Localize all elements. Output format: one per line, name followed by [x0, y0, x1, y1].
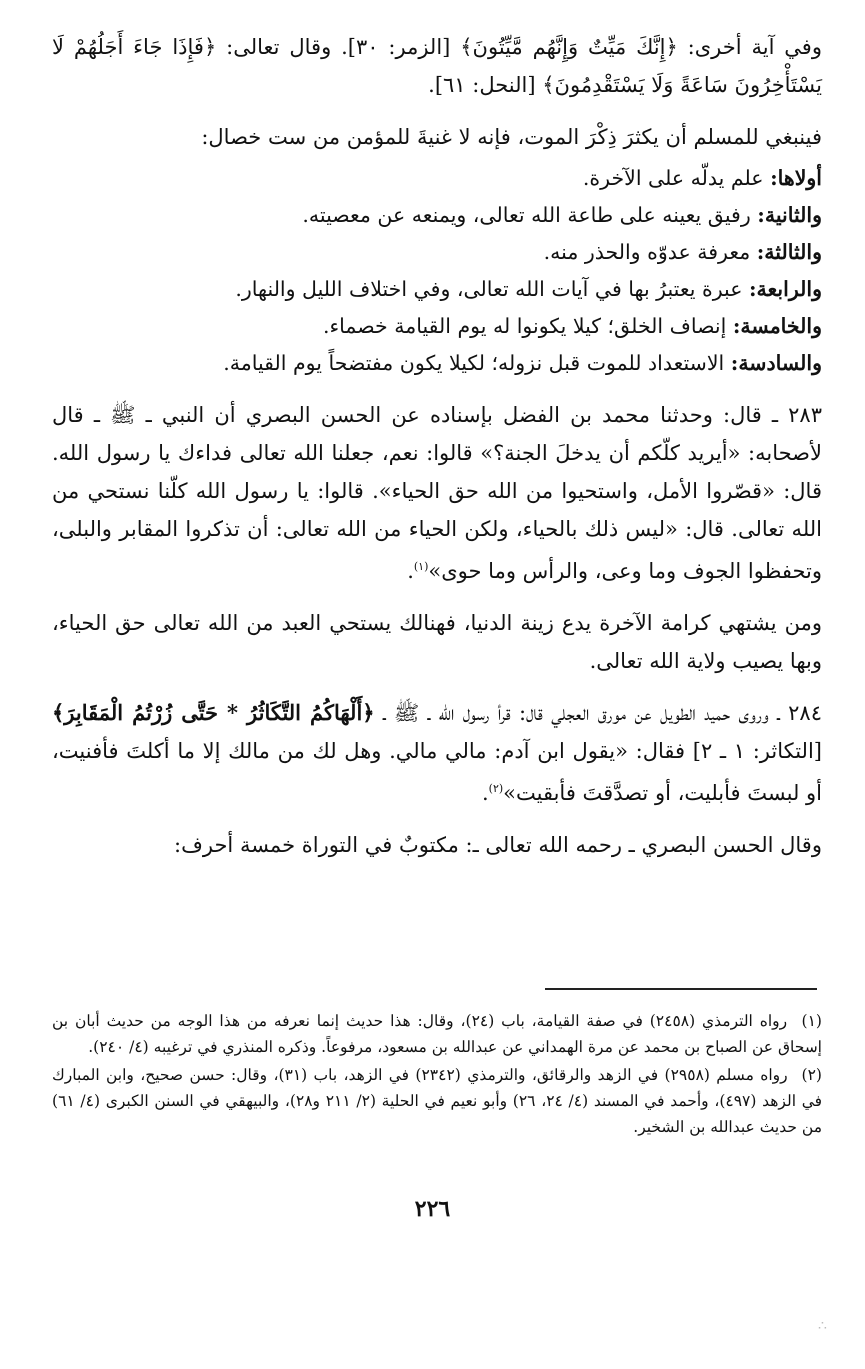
- commentary-paragraph: ومن يشتهي كرامة الآخرة يدع زينة الدنيا، فهنالك يستحي العبد من الله تعالى حق الحياء، وبها يصيب ولاية الله تعالى.: [52, 611, 822, 673]
- six-traits-list: [52, 160, 822, 382]
- intro-paragraph: وفي آية أخرى: ﴿إِنَّكَ مَيِّتٌ وَإِنَّهُم مَّيِّتُونَ﴾ [الزمر: ٣٠]. وقال تعالى: ﴿فَإِذَا جَاءَ أَجَلُهُمْ لَا يَسْتَأْخِرُونَ سَاعَةً وَلَا يَسْتَقْدِمُونَ﴾ [النحل: ٦١].: [52, 35, 822, 97]
- footnote-1: (١) رواه الترمذي (٢٤٥٨) في صفة القيامة، باب (٢٤)، وقال: هذا حديث إنما نعرفه من هذا الوجه من حديث أبان بن إسحاق عن الصباح بن محمد عن مرة الهمداني عن عبدالله بن مسعود، مرفوعاً. وذكره المنذري في ترغيبه (٤/ ٢٤٠).: [52, 1012, 822, 1056]
- footnote-ref-1[interactable]: (١): [413, 560, 429, 573]
- footnote-separator: [545, 988, 817, 990]
- list-item: أولاها: علم يدلّه على الآخرة.: [582, 166, 822, 190]
- page-number: ٢٢٦: [414, 1196, 451, 1222]
- hasan-paragraph: وقال الحسن البصري ـ رحمه الله تعالى ـ: مكتوبٌ في التوراة خمسة أحرف:: [174, 833, 822, 857]
- scan-speck-decoration: ∴: [818, 1318, 827, 1334]
- list-item: والثالثة: معرفة عدوّه والحذر منه.: [543, 240, 822, 264]
- list-item: والخامسة: إنصاف الخلق؛ كيلا يكونوا له يوم القيامة خصماء.: [323, 314, 822, 338]
- list-item: والسادسة: الاستعداد للموت قبل نزوله؛ لكيلا يكون مفتضحاً يوم القيامة.: [223, 351, 822, 375]
- hadith-284: ٢٨٤ ـ وروى حميد الطويل عن مورق العجلي قال: قرأ رسول الله ـ ﷺ ـ ﴿أَلْهَاكُمُ التَّكَاثُرُ * حَتَّى زُرْتُمُ الْمَقَابِرَ﴾ [التكاثر: ١ ـ ٢] فقال: «يقول ابن آدم: مالي مالي. وهل لك من مالك إلا ما أكلتَ فأفنيت، أو لبستَ فأبليت، أو تصدَّقتَ فأبقيت»$^{(٢)}$.: [52, 700, 822, 805]
- hadith-283: ٢٨٣ ـ قال: وحدثنا محمد بن الفضل بإسناده عن الحسن البصري أن النبي ـ ﷺ ـ قال لأصحابه: «أيريد كلّكم أن يدخلَ الجنة؟» قالوا: نعم، جعلنا الله تعالى فداءك يا رسول الله. قال: «قصّروا الأمل، واستحيوا من الله حق الحياء». قالوا: يا رسول الله كلّنا نستحي من الله تعالى. قال: «ليس ذلك بالحياء، ولكن الحياء من الله تعالى: أن تذكروا المقابر والبلى، وتحفظوا الجوف وما وعى، والرأس وما حوى»$^{(١)}$.: [52, 403, 822, 583]
- footnote-2: (٢) رواه مسلم (٢٩٥٨) في الزهد والرقائق، والترمذي (٢٣٤٢) في الزهد، باب (٣١)، وقال: حسن صحيح، وابن المبارك في الزهد (٤٩٧)، وأحمد في المسند (٤/ ٢٤، ٢٦) وأبو نعيم في الحلية (٢/ ٢١١ و٢٨)، والبيهقي في السنن الكبرى (٤/ ٦١) من حديث عبدالله بن الشخير.: [52, 1066, 823, 1136]
- list-intro: فينبغي للمسلم أن يكثرَ ذِكْرَ الموت، فإنه لا غنيةَ للمؤمن من ست خصال:: [201, 125, 822, 149]
- footnote-ref-2[interactable]: (٢): [488, 782, 504, 795]
- list-item: والثانية: رفيق يعينه على طاعة الله تعالى، ويمنعه عن معصيته.: [302, 203, 822, 227]
- list-item: والرابعة: عبرة يعتبرُ بها في آيات الله تعالى، وفي اختلاف الليل والنهار.: [235, 277, 822, 301]
- quran-quote: ﴿أَلْهَاكُمُ التَّكَاثُرُ * حَتَّى زُرْتُمُ الْمَقَابِرَ﴾: [52, 700, 375, 725]
- page-body: [52, 28, 822, 864]
- footnotes: [52, 1008, 822, 1142]
